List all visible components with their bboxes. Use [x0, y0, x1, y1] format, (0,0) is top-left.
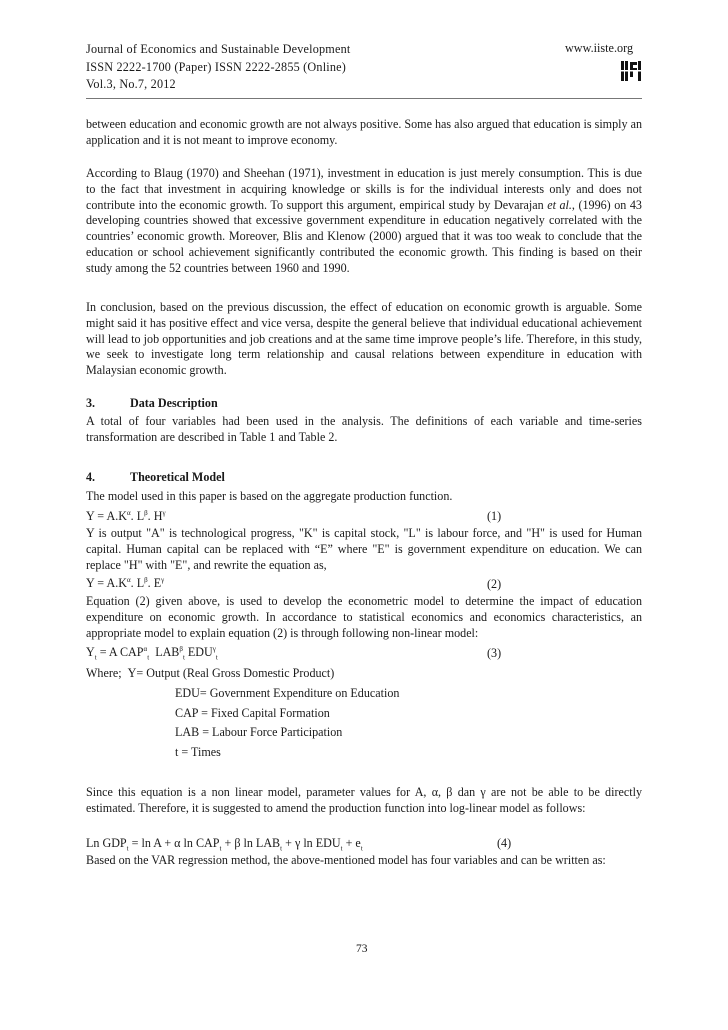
equation-4-number: (4) — [497, 836, 512, 850]
definition-cap: CAP = Fixed Capital Formation — [175, 706, 330, 720]
journal-volume: Vol.3, No.7, 2012 — [86, 77, 176, 91]
equation-1: $Y = A.K^\alpha$. $L^\beta$. $H^\gamma$ — [86, 508, 166, 523]
journal-url[interactable]: www.iiste.org — [565, 41, 634, 55]
journal-header — [86, 41, 350, 94]
definition-edu: EDU= Government Expenditure on Education — [175, 686, 400, 700]
var-explanation: Based on the VAR regression method, the above-mentioned model has four variables and can be written as: — [86, 853, 606, 867]
equation-1-explanation: Y is output "A" is technological progress, "K" is capital stock, "L" is labour force, and "H" is used for Human capital. Human capital can be replaced with “E” where "E" is government expenditure on education. We can replace "H" with "E", and rewrite the equation as, — [86, 526, 642, 572]
section-3-number: 3. — [86, 396, 96, 410]
iiste-logo — [620, 58, 642, 82]
paragraph-2-part-a: According to Blaug (1970) and Sheehan (1971), investment in education is just merely consumption. This is due to the fact that investment in acquiring knowledge or skills is for the individual interests only and does not contribute into the economic growth. To support this argument, empirical study by Devarajan — [86, 166, 642, 212]
journal-title: Journal of Economics and Sustainable Development — [86, 42, 351, 56]
definition-times: t = Times — [175, 745, 221, 759]
section-3-title: Data Description — [130, 396, 218, 410]
page-number: 73 — [356, 943, 368, 955]
equation-2-number: (2) — [487, 577, 502, 591]
paragraph-1: between education and economic growth are not always positive. Some has also argued that education is simply an application and it is not meant to improve economy. — [86, 117, 642, 147]
journal-issn: ISSN 2222-1700 (Paper) ISSN 2222-2855 (Online) — [86, 59, 347, 74]
section-3-heading — [86, 396, 642, 412]
section-3-text: A total of four variables had been used in the analysis. The definitions of each variable and time-series transformation are described in Table 1 and Table 2. — [86, 414, 642, 444]
where-label: Where; — [86, 666, 122, 680]
equation-1-number: (1) — [487, 509, 502, 523]
paragraph-2-part-b: , (1996) on 43 developing countries showed that excessive government expenditure in education negatively correlated with the countries’ economic growth. Moreover, Blis and Klenow (2000) argued that it was too weak to conclude that the education or school achievement significantly contributed the economic growth. This finding is based on their study among the 52 countries between 1960 and 1990. — [86, 197, 642, 275]
equation-4: Ln $GDP_t = \ln A + \alpha$ $\ln CAP_t + \beta$ $\ln LAB_t + \gamma$ $\ln EDU_t + e_t$ — [86, 836, 363, 853]
section-4-heading — [86, 470, 642, 486]
equation-2-explanation: Equation (2) given above, is used to develop the econometric model to determine the impact of education expenditure on economic growth. In accordance to statistical economics and economics characteristics, an appropriate model to explain equation (2) is through following non-linear model: — [86, 594, 642, 640]
definition-lab: LAB = Labour Force Participation — [175, 725, 343, 739]
paragraph-3: In conclusion, based on the previous discussion, the effect of education on economic growth is arguable. Some might said it has positive effect and vice versa, despite the general believe that individual educational achievement will lead to job opportunities and job creations and at the same time improve people’s life. Therefore, in this study, we seek to investigate long term relationship and causal relations between expenditure in education with Malaysian economic growth. — [86, 300, 642, 378]
et-al: et al. — [547, 197, 572, 212]
equation-3: $Y_t = A$ $CAP^\alpha_t$ $LAB^\beta_t$ $EDU^\gamma_t$ — [86, 644, 218, 662]
equation-2: $Y = A.K^\alpha$. $L^\beta$. $E^\gamma$ — [86, 575, 165, 590]
section-4-title: Theoretical Model — [130, 470, 225, 484]
nonlinear-explanation: Since this equation is a non linear model, parameter values for A, α, β dan γ are not be able to be directly estimated. Therefore, it is suggested to amend the production function into log-linear model as follows: — [86, 785, 642, 815]
definition-output: Y= Output (Real Gross Domestic Product) — [127, 666, 335, 680]
section-4-intro: The model used in this paper is based on the aggregate production function. — [86, 489, 453, 503]
paragraph-2 — [86, 166, 642, 277]
where-line — [86, 665, 334, 681]
header-divider — [86, 98, 642, 99]
section-4-number: 4. — [86, 470, 96, 484]
equation-3-number: (3) — [487, 646, 502, 660]
